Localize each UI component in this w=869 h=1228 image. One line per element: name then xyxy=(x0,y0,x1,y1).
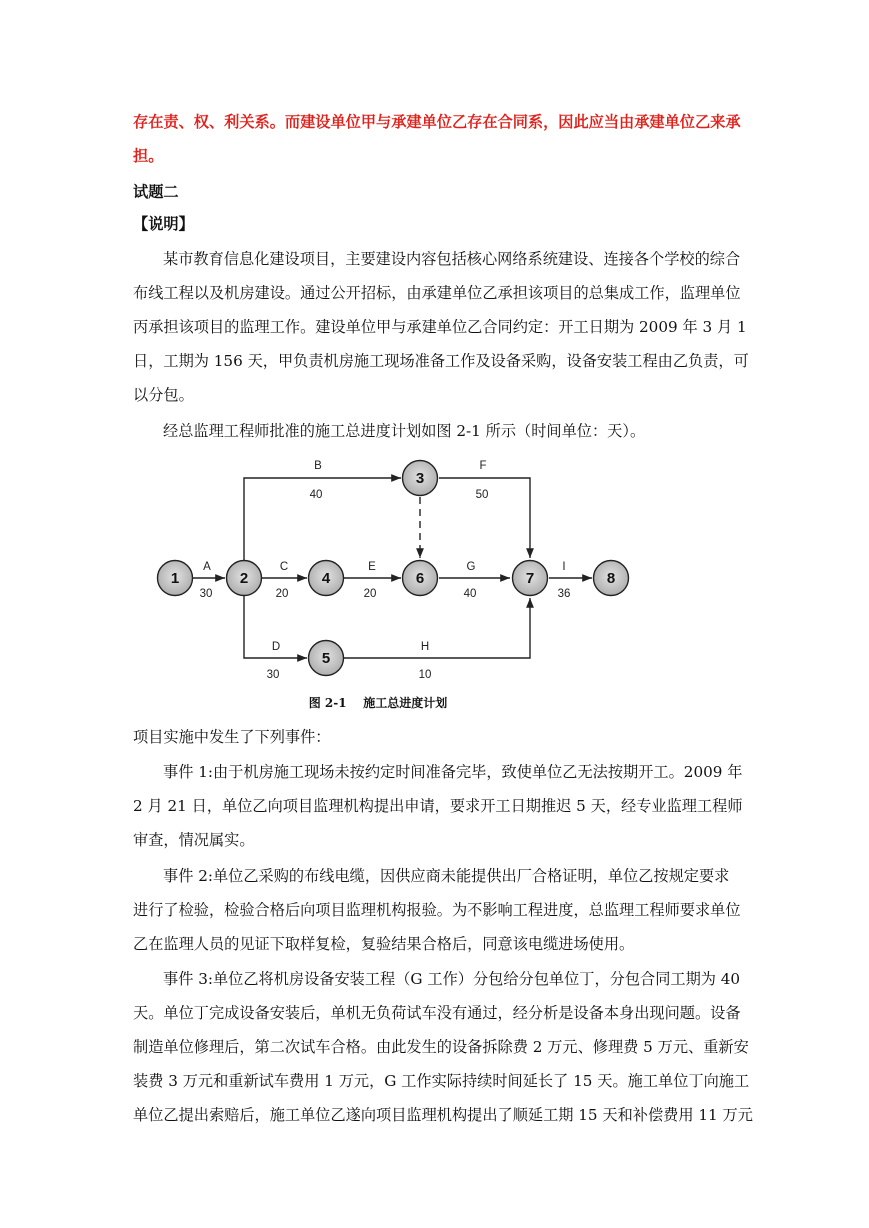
edge-i-duration: 36 xyxy=(557,588,571,600)
edge-b-duration: 40 xyxy=(309,489,323,501)
intro-line-2: 担。 xyxy=(133,147,164,165)
node-4-label: 4 xyxy=(321,570,331,587)
edge-e-duration: 20 xyxy=(363,588,377,600)
event3-line-1: 事件 3:单位乙将机房设备安装工程（G 工作）分包给分包单位丁，分包合同工期为 40 xyxy=(163,970,741,988)
section-title: 试题二 xyxy=(133,183,179,201)
edge-c-letter: C xyxy=(279,561,289,573)
node-8-label: 8 xyxy=(606,570,616,587)
edge-f-letter: F xyxy=(479,460,487,472)
edge-h-duration: 10 xyxy=(418,669,432,681)
event2-line-1: 事件 2:单位乙采购的布线电缆，因供应商未能提供出厂合格证明，单位乙按规定要求 xyxy=(163,867,730,885)
intro-line-1: 存在责、权、利关系。而建设单位甲与承建单位乙存在合同系，因此应当由承建单位乙来承 xyxy=(133,113,741,131)
event3-line-2: 天。单位丁完成设备安装后，单机无负荷试车没有通过，经分析是设备本身出现问题。设备 xyxy=(133,1004,741,1022)
description-line-5: 以分包。 xyxy=(133,386,194,404)
edge-e-letter: E xyxy=(368,561,376,573)
node-6-label: 6 xyxy=(415,570,425,587)
event2-line-3: 乙在监理人员的见证下取样复检，复验结果合格后，同意该电缆进场使用。 xyxy=(133,935,635,953)
edge-a-letter: A xyxy=(203,561,211,573)
edge-g-duration: 40 xyxy=(463,588,477,600)
event2-line-2: 进行了检验，检验合格后向项目监理机构报验。为不影响工程进度，总监理工程师要求单位 xyxy=(133,901,741,919)
edge-h xyxy=(344,598,530,658)
edge-d-letter: D xyxy=(271,641,281,653)
edge-b-letter: B xyxy=(314,460,322,472)
node-3-label: 3 xyxy=(415,470,425,487)
description-line-4: 日，工期为 156 天，甲负责机房施工现场准备工作及设备采购，设备安装工程由乙负责，可 xyxy=(133,352,749,370)
explanation-heading: 【说明】 xyxy=(133,215,194,233)
edge-i-letter: I xyxy=(562,561,566,573)
event3-line-3: 制造单位修理后，第二次试车合格。由此发生的设备拆除费 2 万元、修理费 5 万元、重新安 xyxy=(133,1038,749,1056)
node-5-label: 5 xyxy=(321,650,331,667)
edge-a-duration: 30 xyxy=(199,588,213,600)
node-2-label: 2 xyxy=(239,570,249,587)
event1-line-1: 事件 1:由于机房施工现场未按约定时间准备完毕，致使单位乙无法按期开工。2009 年 xyxy=(163,763,743,781)
edge-f-duration: 50 xyxy=(475,489,489,501)
description-line-3: 丙承担该项目的监理工作。建设单位甲与承建单位乙合同约定：开工日期为 2009 年 3 月 1 xyxy=(133,318,747,336)
event3-line-5: 单位乙提出索赔后，施工单位乙遂向项目监理机构提出了顺延工期 15 天和补偿费用 11 万元 xyxy=(133,1106,753,1124)
node-1-label: 1 xyxy=(170,570,180,587)
description-line-1: 某市教育信息化建设项目，主要建设内容包括核心网络系统建设、连接各个学校的综合 xyxy=(163,250,741,268)
edge-d-duration: 30 xyxy=(266,669,280,681)
plan-intro: 经总监理工程师批准的施工总进度计划如图 2-1 所示（时间单位：天）。 xyxy=(163,422,646,440)
edge-h-letter: H xyxy=(420,641,430,653)
description-line-2: 布线工程以及机房建设。通过公开招标，由承建单位乙承担该项目的总集成工作，监理单位 xyxy=(133,284,741,302)
node-7-label: 7 xyxy=(525,570,535,587)
event1-line-2: 2 月 21 日，单位乙向项目监理机构提出申请，要求开工日期推迟 5 天，经专业监理工程师 xyxy=(133,797,743,815)
diagram-caption: 图 2-1 施工总进度计划 xyxy=(308,696,448,710)
edge-b xyxy=(244,478,401,560)
edge-g-letter: G xyxy=(466,561,476,573)
events-intro: 项目实施中发生了下列事件： xyxy=(133,728,331,746)
event1-line-3: 审查，情况属实。 xyxy=(133,831,255,849)
edge-c-duration: 20 xyxy=(275,588,289,600)
event3-line-4: 装费 3 万元和重新试车费用 1 万元，G 工作实际持续时间延长了 15 天。施工单位丁向施工 xyxy=(133,1072,750,1090)
